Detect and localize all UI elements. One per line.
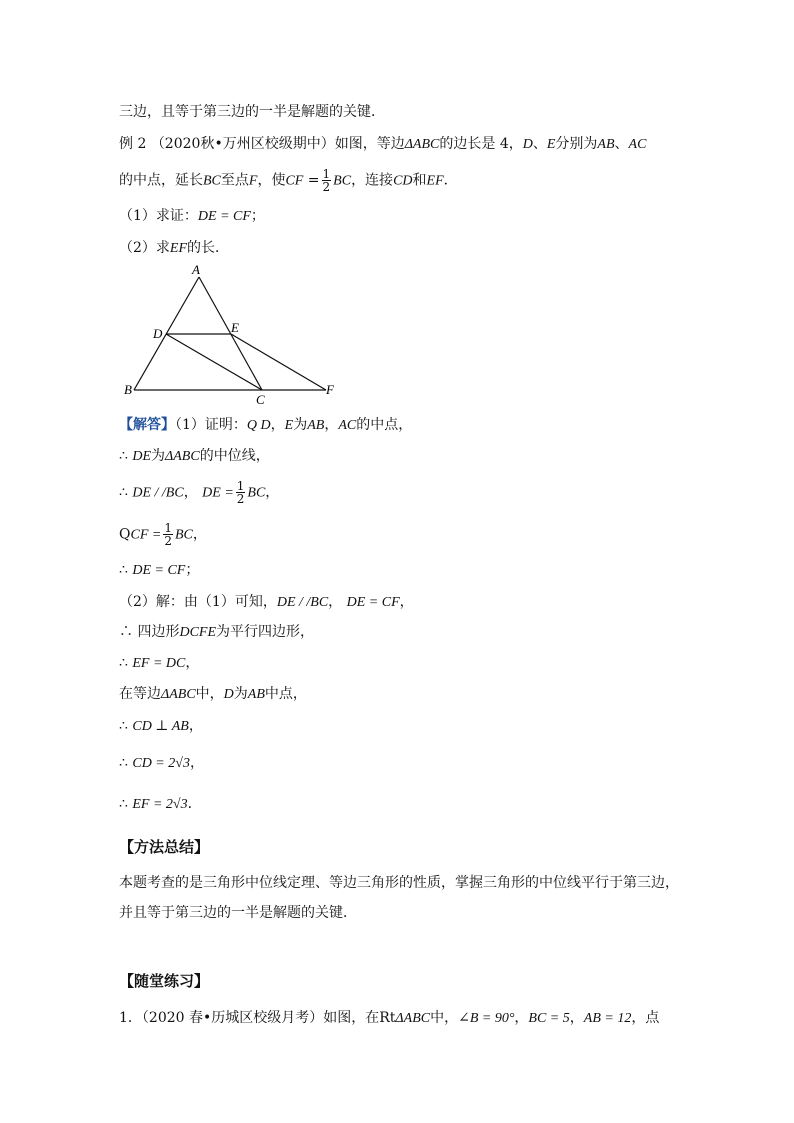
continued-text: 三边，且等于第三边的一半是解题的关键． bbox=[119, 104, 385, 120]
math-expr: ∠B = 90° bbox=[458, 1011, 515, 1026]
solution-line-10 bbox=[119, 716, 203, 737]
example-text: 的中点，延长 bbox=[119, 172, 203, 189]
question-label: （1）求证： bbox=[119, 208, 198, 224]
solution-text: 的中位线， bbox=[199, 448, 270, 464]
math-var: AB bbox=[597, 137, 615, 152]
math-expr: DE / /BC bbox=[132, 485, 184, 501]
solution-line-12 bbox=[119, 794, 202, 815]
math-var: CF bbox=[285, 173, 304, 189]
solution-text: ． bbox=[187, 796, 202, 812]
solution-text: （2）解：由（1）可知， bbox=[119, 594, 277, 610]
practice-text: ， bbox=[514, 1010, 529, 1026]
math-var: AB bbox=[247, 687, 265, 702]
math-triangle: ΔABC bbox=[165, 449, 200, 464]
therefore-symbol: ∴ bbox=[119, 562, 133, 578]
solution-text: ， bbox=[324, 417, 339, 433]
math-expr: AB = 12 bbox=[583, 1011, 632, 1026]
solution-text: ， bbox=[189, 755, 204, 771]
example-text: 分别为 bbox=[555, 136, 598, 152]
math-expr: EF = 2√3 bbox=[132, 797, 188, 812]
math-triangle: ΔABC bbox=[404, 137, 440, 152]
solution-text: ， bbox=[183, 484, 198, 501]
solution-line-8 bbox=[119, 653, 199, 674]
solution-line-9 bbox=[119, 684, 307, 705]
method-summary-heading: 【方法总结】 bbox=[119, 838, 210, 856]
solution-text: 的中点， bbox=[356, 417, 413, 433]
solution-text: 为 bbox=[151, 448, 166, 464]
therefore-symbol: ∴ bbox=[119, 655, 133, 671]
math-equals: = bbox=[307, 172, 320, 189]
math-var: AC bbox=[628, 137, 647, 152]
example-label: 例 2 bbox=[119, 136, 147, 152]
method-summary-text: 本题考查的是三角形中位线定理、等边三角形的性质，掌握三角形的中位线平行于第三边，并且等于第三边的一半是解题的关键． bbox=[119, 875, 679, 921]
math-var: BC bbox=[174, 527, 193, 543]
solution-line-4 bbox=[119, 522, 207, 547]
fraction-denominator: 2 bbox=[164, 534, 172, 548]
fraction-numerator: 1 bbox=[322, 167, 331, 181]
example-text: ，连接 bbox=[351, 172, 394, 189]
math-expr: Q D bbox=[246, 418, 271, 433]
solution-line-5 bbox=[119, 560, 199, 581]
point-label-A: A bbox=[192, 262, 200, 277]
example-text: ． bbox=[443, 172, 458, 189]
solution-text: ∴ 四边形 bbox=[119, 624, 180, 640]
math-var: DE bbox=[132, 449, 152, 464]
solution-text: （1）证明： bbox=[175, 417, 247, 433]
solution-text: ， bbox=[270, 417, 285, 433]
math-var: BC bbox=[203, 173, 221, 189]
solution-text: ， bbox=[192, 526, 207, 543]
example-text: 、 bbox=[532, 136, 547, 152]
solution-text: ； bbox=[185, 562, 200, 578]
math-var: EF bbox=[426, 173, 444, 189]
example-text: ，使 bbox=[257, 172, 286, 189]
triangle-figure bbox=[118, 262, 348, 407]
example-text: 的边长是 4， bbox=[439, 136, 523, 152]
point-label-F: F bbox=[326, 382, 334, 397]
solution-text: 中， bbox=[195, 686, 224, 702]
math-var: D bbox=[522, 137, 533, 152]
solution-line-7 bbox=[119, 622, 314, 643]
question-1 bbox=[119, 206, 265, 227]
point-label-C: C bbox=[256, 392, 265, 407]
therefore-symbol: ∴ bbox=[119, 718, 133, 734]
math-text: Rt bbox=[379, 1010, 396, 1026]
question-text: 的长． bbox=[187, 240, 230, 256]
math-var: EF bbox=[169, 241, 188, 256]
solution-line-2 bbox=[119, 446, 270, 467]
therefore-symbol: ∴ bbox=[119, 755, 133, 771]
math-expr: DE / /BC bbox=[276, 595, 329, 610]
question-label: （2）求 bbox=[119, 240, 170, 256]
solution-line-6 bbox=[119, 592, 414, 613]
fraction-numerator: 1 bbox=[164, 521, 172, 535]
solution-text: 在等边 bbox=[119, 686, 161, 702]
segment-DC bbox=[166, 334, 262, 390]
math-expr: DE = CF bbox=[197, 209, 251, 224]
math-var: F bbox=[248, 173, 258, 189]
practice-question-1 bbox=[119, 1008, 659, 1029]
because-symbol: Q bbox=[119, 526, 131, 543]
point-label-E: E bbox=[231, 320, 239, 335]
practice-text: 中， bbox=[430, 1010, 459, 1026]
practice-text: ，点 bbox=[631, 1010, 660, 1026]
fraction-denominator: 2 bbox=[322, 180, 331, 194]
point-label-B: B bbox=[124, 382, 132, 397]
question-text: ； bbox=[250, 208, 265, 224]
math-var: CD bbox=[393, 173, 413, 189]
solution-text: 为 bbox=[233, 686, 248, 702]
practice-text: 1．（2020 春•历城区校级月考）如图，在 bbox=[119, 1010, 380, 1026]
example-text: 和 bbox=[412, 172, 427, 189]
math-expr: EF = DC bbox=[132, 656, 186, 671]
example-source: （2020秋•万州区校级期中） bbox=[150, 136, 335, 152]
fraction-denominator: 2 bbox=[236, 492, 245, 506]
practice-heading: 【随堂练习】 bbox=[119, 972, 210, 990]
solution-text: ， bbox=[399, 594, 414, 610]
example-statement-line1 bbox=[119, 134, 646, 155]
math-var: E bbox=[546, 137, 556, 152]
example-text: 、 bbox=[614, 136, 629, 152]
example-text: 如图，等边 bbox=[334, 136, 405, 152]
fraction bbox=[163, 522, 173, 547]
math-expr: DE = bbox=[202, 485, 234, 501]
fraction bbox=[236, 480, 246, 505]
solution-line-11 bbox=[119, 753, 204, 774]
math-expr: DE = CF bbox=[346, 595, 400, 610]
math-triangle: ΔABC bbox=[161, 687, 196, 702]
math-var: E bbox=[284, 418, 294, 433]
solution-text: 中点， bbox=[264, 686, 307, 702]
math-expr: CD = 2√3 bbox=[132, 756, 190, 771]
point-label-D: D bbox=[153, 326, 163, 341]
math-expr: CD ⊥ AB bbox=[132, 719, 189, 734]
example-text: 至点 bbox=[220, 172, 249, 189]
math-var: D bbox=[223, 687, 234, 702]
solution-heading: 【解答】 bbox=[119, 417, 175, 433]
solution-text: ， bbox=[328, 594, 343, 610]
math-triangle: ΔABC bbox=[395, 1011, 431, 1026]
solution-line-1 bbox=[119, 415, 412, 436]
math-var: BC bbox=[333, 173, 352, 189]
example-statement-line2 bbox=[119, 168, 458, 193]
fraction bbox=[322, 168, 332, 193]
math-expr: CF = bbox=[130, 527, 162, 543]
math-var: BC bbox=[247, 485, 266, 501]
segment-EF bbox=[231, 334, 326, 390]
math-expr: BC = 5 bbox=[528, 1011, 570, 1026]
math-var: AB bbox=[307, 418, 325, 433]
therefore-symbol: ∴ bbox=[119, 484, 133, 501]
math-var: AC bbox=[338, 418, 357, 433]
solution-text: ， bbox=[188, 718, 203, 734]
therefore-symbol: ∴ bbox=[119, 448, 133, 464]
question-2 bbox=[119, 238, 229, 259]
practice-text: ， bbox=[569, 1010, 584, 1026]
math-expr: DE = CF bbox=[132, 563, 186, 578]
solution-line-3 bbox=[119, 480, 279, 505]
solution-text: ， bbox=[265, 484, 280, 501]
solution-text: 为 bbox=[293, 417, 308, 433]
solution-text: ， bbox=[185, 655, 200, 671]
therefore-symbol: ∴ bbox=[119, 796, 133, 812]
math-var: DCFE bbox=[179, 625, 217, 640]
solution-text: 为平行四边形， bbox=[216, 624, 315, 640]
fraction-numerator: 1 bbox=[236, 479, 245, 493]
